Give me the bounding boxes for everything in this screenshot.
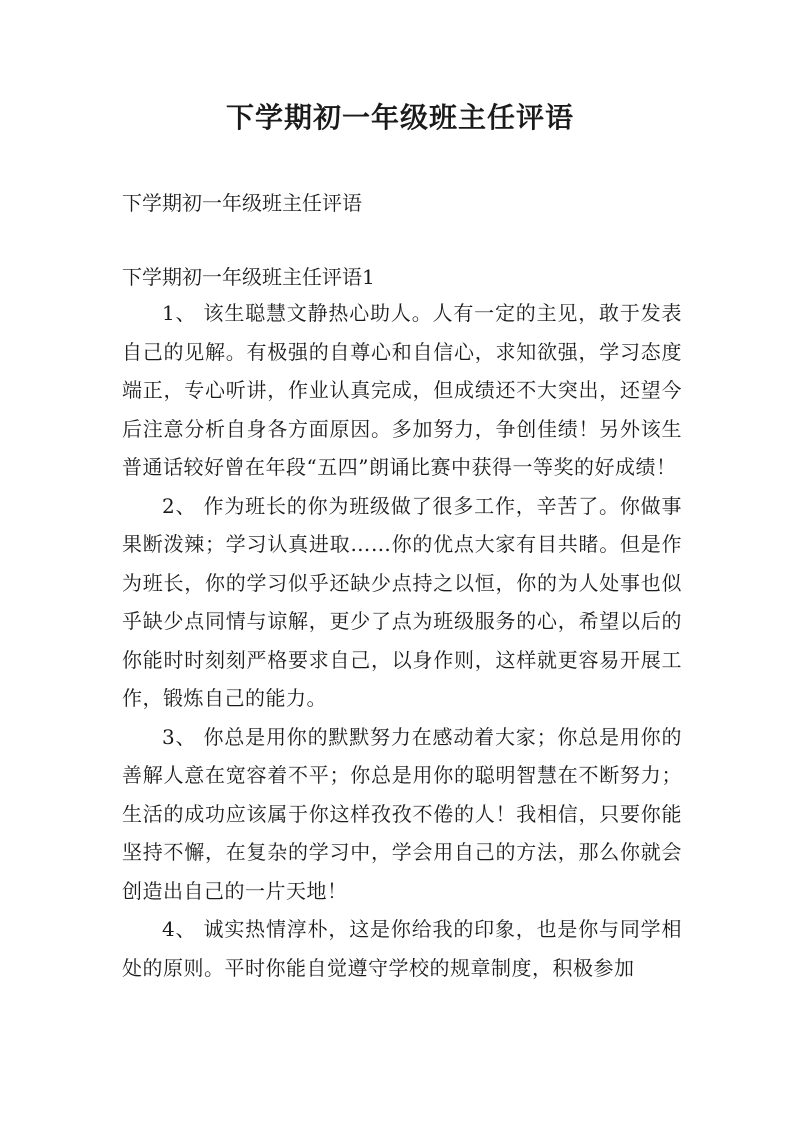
section-heading: 下学期初一年级班主任评语1: [122, 265, 375, 289]
comment-paragraph-3: 3、 你总是用你的默默努力在感动着大家；你总是用你的善解人意在宽容着不平；你总是用你的聪明智慧在不断努力；生活的成功应该属于你这样孜孜不倦的人！我相信，只要你能坚持不懈，在复杂的学习中，学会用自己的方法，那么你就会创造出自己的一片天地！: [122, 724, 682, 903]
comment-list: [122, 294, 682, 987]
document-subtitle: 下学期初一年级班主任评语: [122, 191, 362, 215]
document-title: 下学期初一年级班主任评语: [225, 101, 574, 134]
comment-paragraph-2: 2、 作为班长的你为班级做了很多工作，辛苦了。你做事果断泼辣；学习认真进取……你的优点大家有目共睹。但是作为班长，你的学习似乎还缺少点持之以恒，你的为人处事也似乎缺少点同情与谅解，更少了点为班级服务的心，希望以后的你能时时刻刻严格要求自己，以身作则，这样就更容易开展工作，锻炼自己的能力。: [122, 493, 682, 710]
comment-paragraph-1: 1、 该生聪慧文静热心助人。人有一定的主见，敢于发表自己的见解。有极强的自尊心和自信心，求知欲强，学习态度端正，专心听讲，作业认真完成，但成绩还不大突出，还望今后注意分析自身各方面原因。多加努力，争创佳绩！另外该生普通话较好曾在年段“五四”朗诵比赛中获得一等奖的好成绩！: [122, 301, 682, 479]
comment-paragraph-4: 4、 诚实热情淳朴，这是你给我的印象，也是你与同学相处的原则。平时你能自觉遵守学校的规章制度，积极参加: [122, 917, 682, 980]
